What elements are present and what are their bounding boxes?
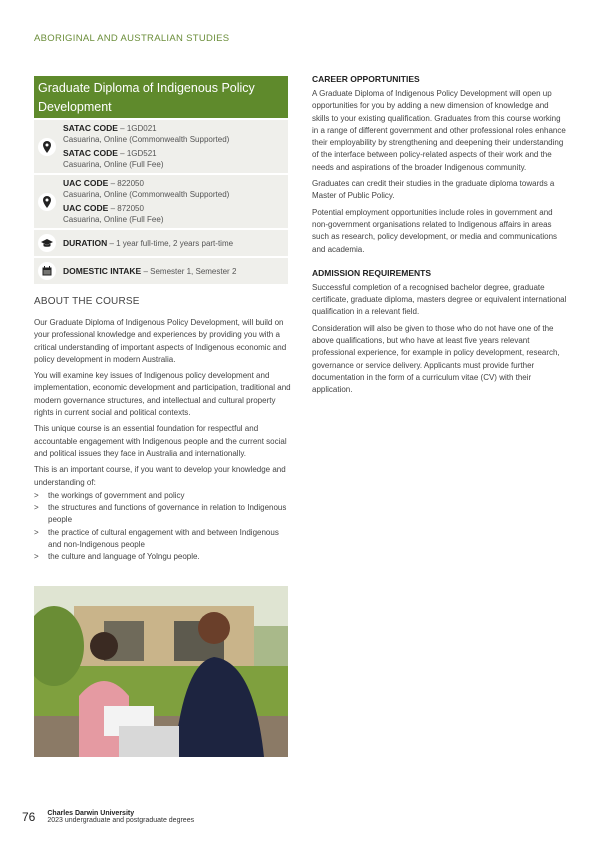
intake-label: DOMESTIC INTAKE [63, 265, 142, 276]
graduation-cap-icon [38, 234, 56, 252]
location-pin-icon [38, 138, 56, 156]
university-name: Charles Darwin University [47, 810, 135, 817]
admission-heading: ADMISSION REQUIREMENTS [312, 267, 432, 278]
career-paragraph: Graduates can credit their studies in the graduate diploma towards a Master of Public Policy. [312, 179, 555, 201]
about-heading: ABOUT THE COURSE [34, 296, 140, 307]
bullet-item: > the practice of cultural engagement with and between Indigenous and non-Indigenous people [34, 527, 292, 552]
section-tag: ABORIGINAL AND AUSTRALIAN STUDIES [34, 33, 230, 44]
about-bullets [34, 490, 292, 564]
code-label: UAC CODE [63, 203, 109, 213]
about-paragraph: This unique course is an essential foundation for respectful and accountable engagement with Indigenous people and the current social and political issues they face in Australia and internationally. [34, 424, 287, 458]
calendar-icon [38, 262, 56, 280]
bullet-item: > the workings of government and policy [34, 490, 292, 502]
intake-value: – Semester 1, Semester 2 [141, 266, 237, 276]
code-value: – 1GD521 [117, 149, 157, 158]
about-paragraph: This is an important course, if you want to develop your knowledge and understanding of: [34, 465, 286, 487]
about-paragraph: Our Graduate Diploma of Indigenous Policy Development, will build on your professional knowledge and experiences by providing you with a critical understanding of important aspects of Indigenous economic and policy development in modern Australia. [34, 318, 287, 364]
satac-codes [34, 118, 288, 173]
career-paragraph: A Graduate Diploma of Indigenous Policy Development will open up opportunities for you by adding a new dimension of knowledge and skills to your existing qualification. Graduates from this course working in a range of different government and other professional roles enhance their employability by strengthening and deepening their understanding of the interface between policy-related aspects of their work and the needs and aspirations of the broader Indigenous community. [312, 89, 566, 172]
admission-paragraph: Successful completion of a recognised bachelor degree, graduate certificate, graduate diploma, masters degree or equivalent international qualification in a relevant field. [312, 282, 567, 317]
about-paragraph: You will examine key issues of Indigenous policy development and implementation, economic development and participation, traditional and modern governance structures, and intellectual and cultural property rights in current social and political contexts. [34, 371, 291, 418]
career-heading: CAREER OPPORTUNITIES [312, 74, 420, 84]
course-info-card [34, 76, 288, 284]
code-detail: Casuarina, Online (Commonwealth Supported) [63, 190, 230, 199]
code-detail: Casuarina, Online (Full Fee) [63, 160, 164, 169]
code-value: – 1GD021 [117, 124, 157, 133]
admission-paragraph: Consideration will also be given to those who do not have one of the above qualifications, but who have at least five years relevant professional experience, for example in policy development, research, governance or service delivery. Applicants must provide further documentation in the form of a curriculum vitae (CV) with their application. [312, 323, 560, 395]
duration-row [34, 228, 288, 256]
bullet-item: > the structures and functions of governance in relation to Indigenous people [34, 502, 292, 527]
code-value: – 822050 [108, 179, 144, 188]
uac-codes [34, 173, 288, 228]
career-paragraph: Potential employment opportunities include roles in government and non-government organisations related to Indigenous affairs in areas such as research, policy development, or media and communications and academia. [312, 207, 558, 254]
page-footer [22, 810, 194, 824]
duration-value: – 1 year full-time, 2 years part-time [107, 238, 234, 248]
code-detail: Casuarina, Online (Commonwealth Supported) [63, 135, 230, 144]
page-number: 76 [22, 810, 36, 824]
location-pin-icon [38, 193, 56, 211]
course-title: Graduate Diploma of Indigenous Policy Development [34, 76, 288, 118]
right-column [312, 74, 568, 401]
code-value: – 872050 [108, 204, 144, 213]
intake-row [34, 256, 288, 284]
about-section [34, 296, 292, 564]
bullet-item: > the culture and language of Yolngu people. [34, 551, 292, 563]
code-label: SATAC CODE [63, 148, 118, 158]
duration-label: DURATION [63, 237, 108, 248]
code-label: SATAC CODE [63, 123, 118, 133]
publication-subtitle: 2023 undergraduate and postgraduate degrees [47, 817, 195, 824]
code-label: UAC CODE [63, 178, 109, 188]
students-photo [34, 586, 288, 757]
code-detail: Casuarina, Online (Full Fee) [63, 215, 164, 224]
